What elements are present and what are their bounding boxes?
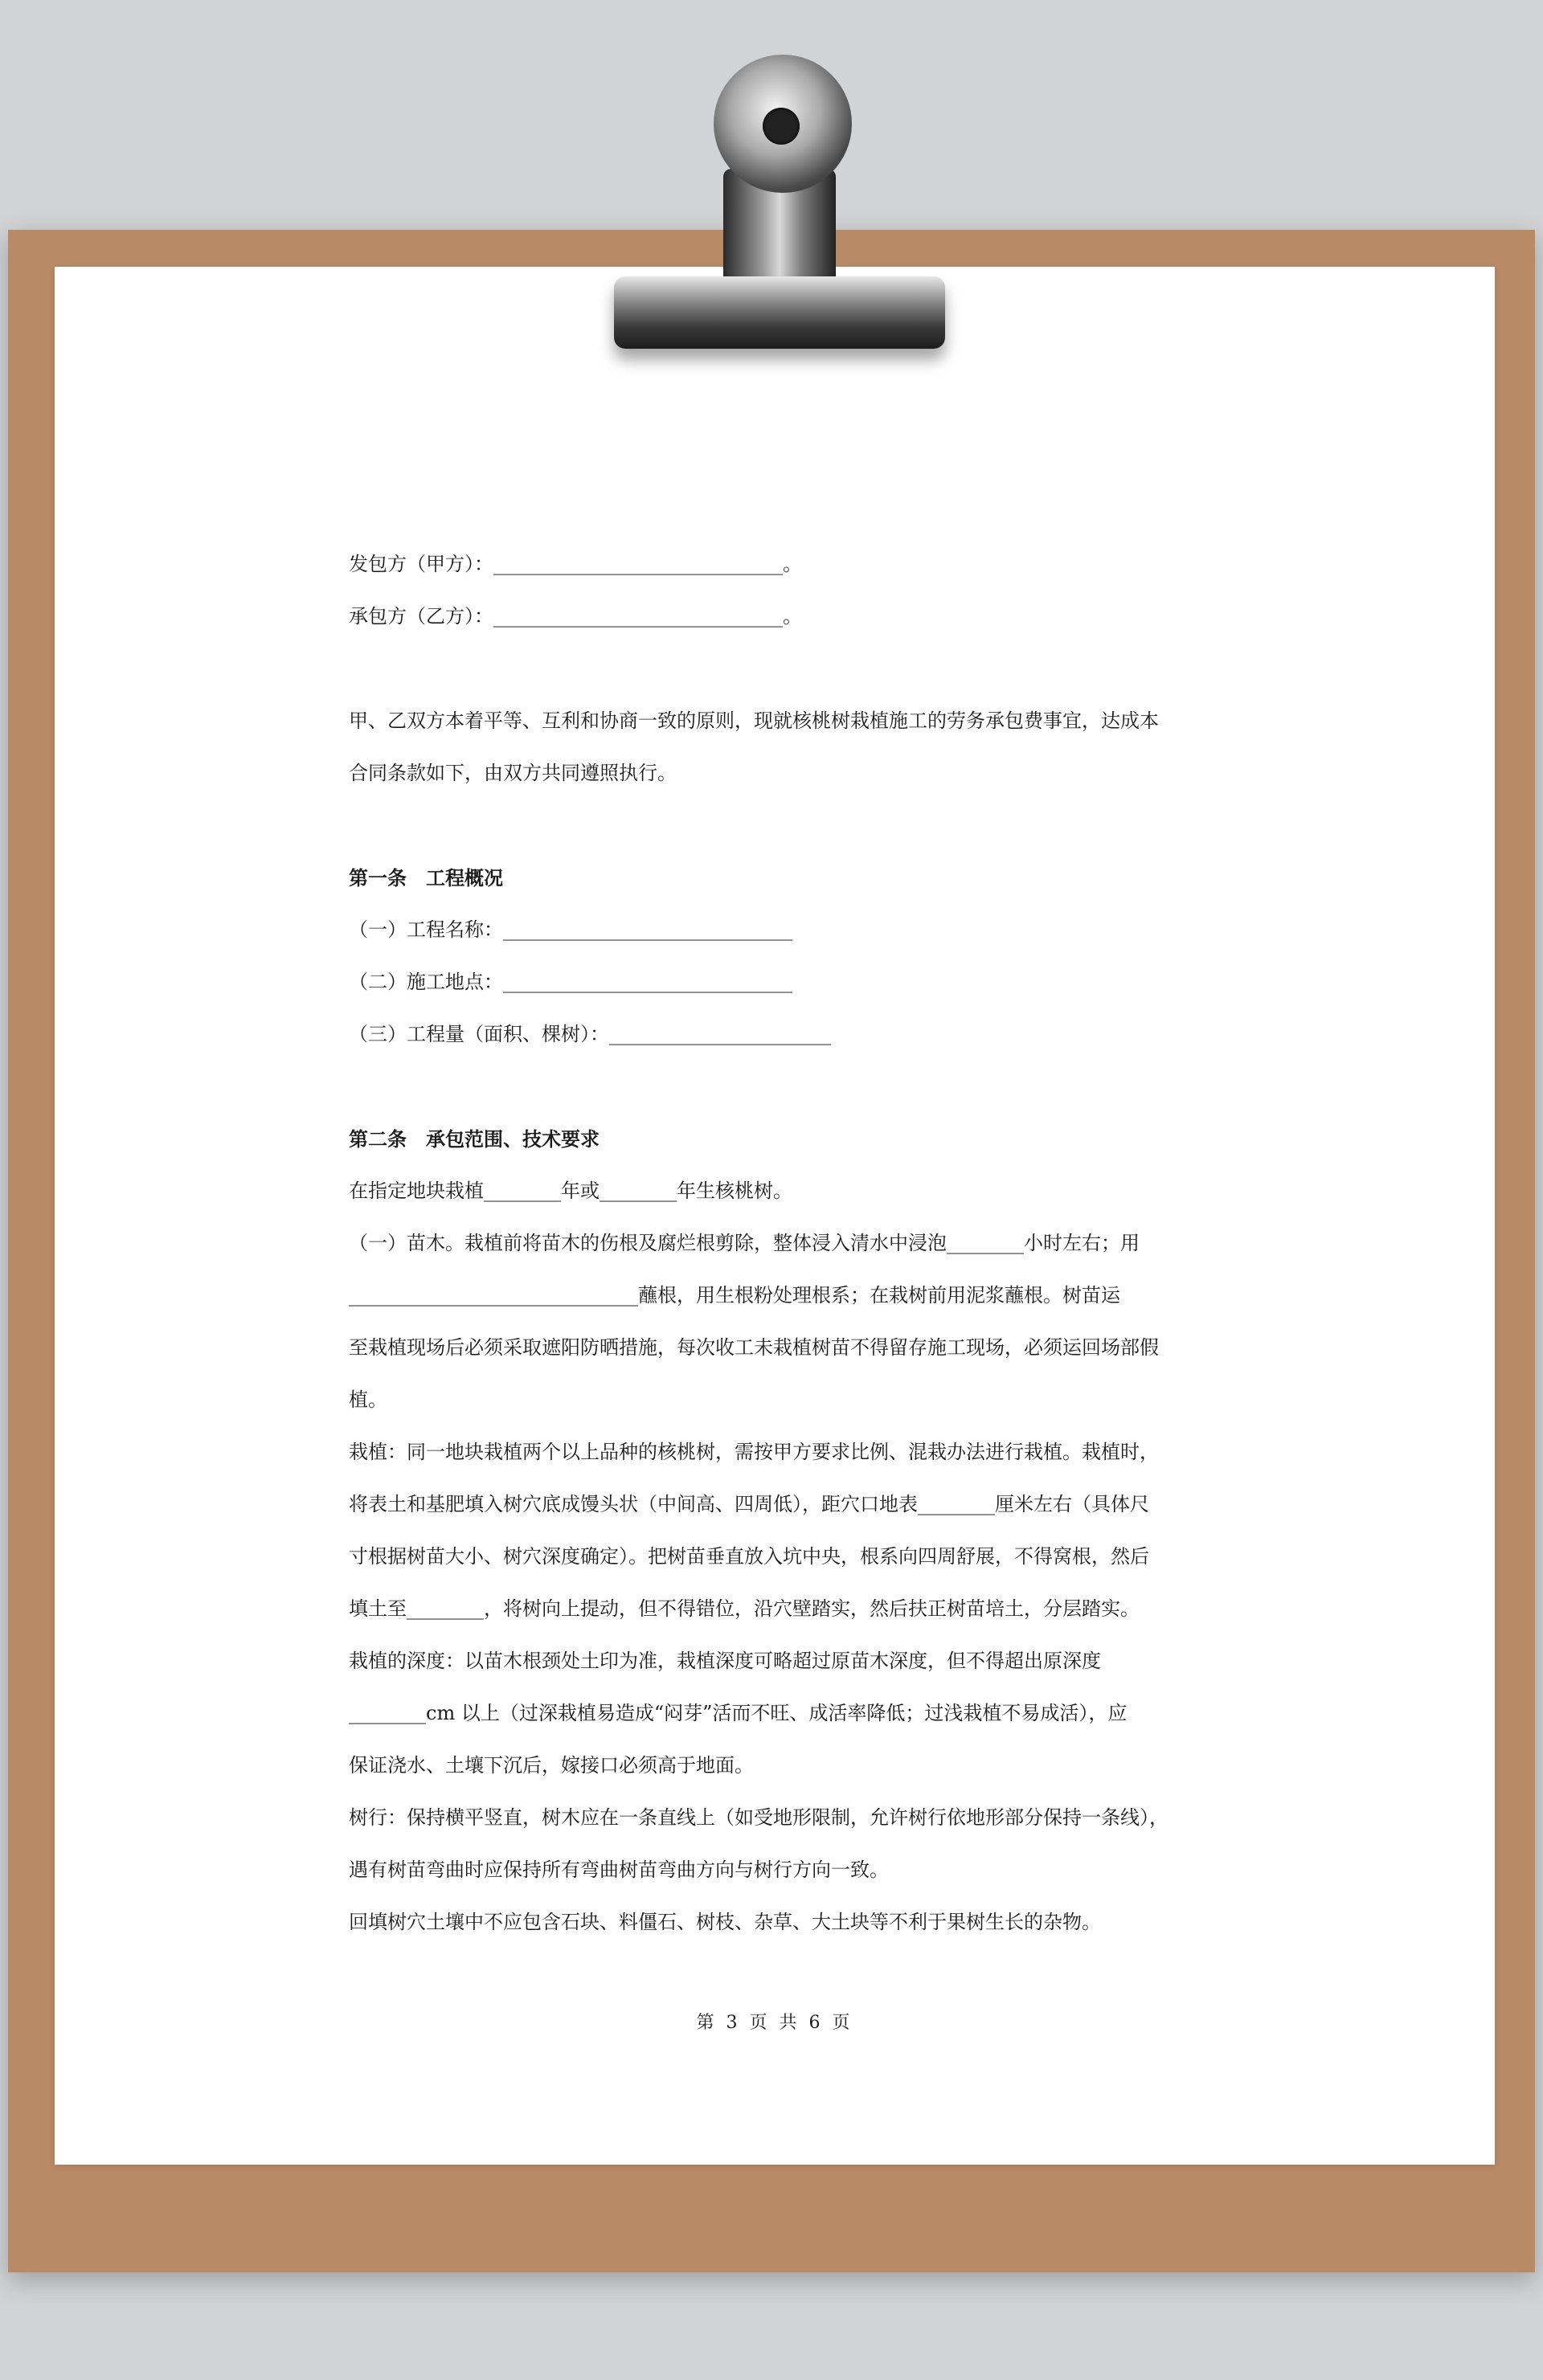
party-b-line: 承包方（乙方）：______________________________。 xyxy=(349,605,802,628)
body-line: 栽植：同一地块栽植两个以上品种的核桃树，需按甲方要求比例、混栽办法进行栽植。栽植时， xyxy=(349,1441,1159,1463)
project-name-line: （一）工程名称：______________________________ xyxy=(349,918,792,941)
preamble-line-1: 甲、乙双方本着平等、互利和协商一致的原则，现就核桃树栽植施工的劳务承包费事宜，达成本 xyxy=(349,710,1159,732)
article-2-heading: 第二条 承包范围、技术要求 xyxy=(349,1127,600,1151)
body-line: 寸根据树苗大小、树穴深度确定）。把树苗垂直放入坑中央，根系向四周舒展，不得窝根，然后 xyxy=(349,1545,1149,1568)
binder-clip-hole xyxy=(763,108,800,145)
work-quantity-line: （三）工程量（面积、棵树）：_______________________ xyxy=(349,1023,831,1045)
binder-clip-base xyxy=(614,276,945,349)
spacer xyxy=(349,799,1201,852)
spacer xyxy=(349,643,1201,695)
contract-text xyxy=(349,538,1201,1949)
article-1-heading: 第一条 工程概况 xyxy=(349,866,503,889)
body-line: 在指定地块栽植________年或________年生核桃树。 xyxy=(349,1180,792,1202)
party-a-line: 发包方（甲方）：______________________________。 xyxy=(349,553,802,575)
page-number: 第 3 页 共 6 页 xyxy=(696,2013,853,2033)
body-line: 树行：保持横平竖直，树木应在一条直线上（如受地形限制，允许树行依地形部分保持一条线）， xyxy=(349,1806,1169,1829)
preamble-line-2: 合同条款如下，由双方共同遵照执行。 xyxy=(349,762,677,784)
body-line: 遇有树苗弯曲时应保持所有弯曲树苗弯曲方向与树行方向一致。 xyxy=(349,1859,889,1881)
body-line: 回填树穴土壤中不应包含石块、料僵石、树枝、杂草、大土块等不利于果树生长的杂物。 xyxy=(349,1911,1101,1933)
spacer xyxy=(349,1061,1201,1113)
construction-site-line: （二）施工地点：______________________________ xyxy=(349,971,792,993)
body-line: ________cm 以上（过深栽植易造成“闷芽”活而不旺、成活率降低；过浅栽植不易成活），应 xyxy=(349,1702,1128,1724)
body-line: 填土至________，将树向上提动，但不得错位，沿穴壁踏实，然后扶正树苗培土，分层踏实。 xyxy=(349,1597,1140,1620)
body-line: 栽植的深度：以苗木根颈处土印为准，栽植深度可略超过原苗木深度，但不得超出原深度 xyxy=(349,1650,1101,1672)
body-line: 至栽植现场后必须采取遮阳防晒措施，每次收工未栽植树苗不得留存施工现场，必须运回场部假 xyxy=(349,1336,1159,1359)
body-line: （一）苗木。栽植前将苗木的伤根及腐烂根剪除，整体浸入清水中浸泡________小时左右；用 xyxy=(349,1232,1140,1254)
body-line: 植。 xyxy=(349,1388,387,1411)
body-line: ______________________________蘸根，用生根粉处理根系；在栽树前用泥浆蘸根。树苗运 xyxy=(349,1284,1120,1307)
body-line: 保证浇水、土壤下沉后，嫁接口必须高于地面。 xyxy=(349,1754,754,1777)
body-line: 将表土和基肥填入树穴底成馒头状（中间高、四周低），距穴口地表________厘米左右（具体尺 xyxy=(349,1493,1149,1515)
